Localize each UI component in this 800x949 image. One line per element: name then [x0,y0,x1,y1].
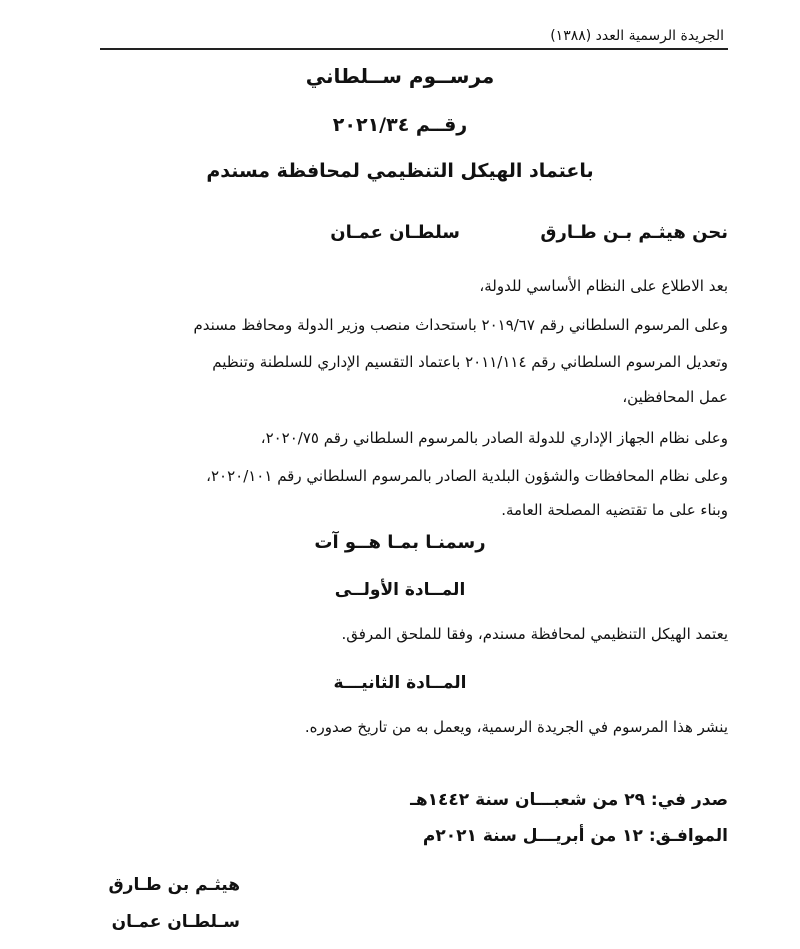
preamble-line: وعلى نظام الجهاز الإداري للدولة الصادر بالمرسوم السلطاني رقم ٢٠٢٠/٧٥، [260,429,728,447]
article-heading: المــادة الثانيـــة [333,673,467,693]
preamble-line: وتعديل المرسوم السلطاني رقم ٢٠١١/١١٤ باعتماد التقسيم الإداري للسلطنة وتنظيم [212,353,728,371]
preamble-line: وعلى نظام المحافظات والشؤون البلدية الصادر بالمرسوم السلطاني رقم ٢٠٢٠/١٠١، [206,467,728,485]
issuer-name: نحن هيثـم بـن طـارق [540,222,728,243]
article-body: ينشر هذا المرسوم في الجريدة الرسمية، ويعمل به من تاريخ صدوره. [304,718,728,736]
issued-date: صدر في: ٢٩ من شعبـــان سنة ١٤٤٢هـ [410,790,728,810]
signatory-title: سـلطـان عمـان [111,912,240,932]
preamble-line: وعلى المرسوم السلطاني رقم ٢٠١٩/٦٧ باستحداث منصب وزير الدولة ومحافظ مسندم [193,316,728,334]
decided-heading: رسمنـا بمـا هــو آت [314,532,486,553]
decree-title: مرســوم ســلطاني [305,64,495,88]
preamble-line: وبناء على ما تقتضيه المصلحة العامة. [501,501,728,519]
decree-number: رقــم ٢٠٢١/٣٤ [332,114,468,136]
preamble-line: بعد الاطلاع على النظام الأساسي للدولة، [479,277,728,295]
article-body: يعتمد الهيكل التنظيمي لمحافظة مسندم، وفقا للملحق المرفق. [341,625,728,643]
corresponding-date: الموافـق: ١٢ من أبريـــل سنة ٢٠٢١م [422,826,728,846]
article-heading: المــادة الأولــى [334,580,466,600]
preamble-line: عمل المحافظين، [622,388,728,406]
issuer-title: سلطـان عمـان [330,222,460,243]
decree-subject: باعتماد الهيكل التنظيمي لمحافظة مسندم [206,160,594,182]
signatory-name: هيثـم بن طـارق [108,875,240,895]
gazette-header: الجريدة الرسمية العدد (١٣٨٨) [100,24,728,50]
